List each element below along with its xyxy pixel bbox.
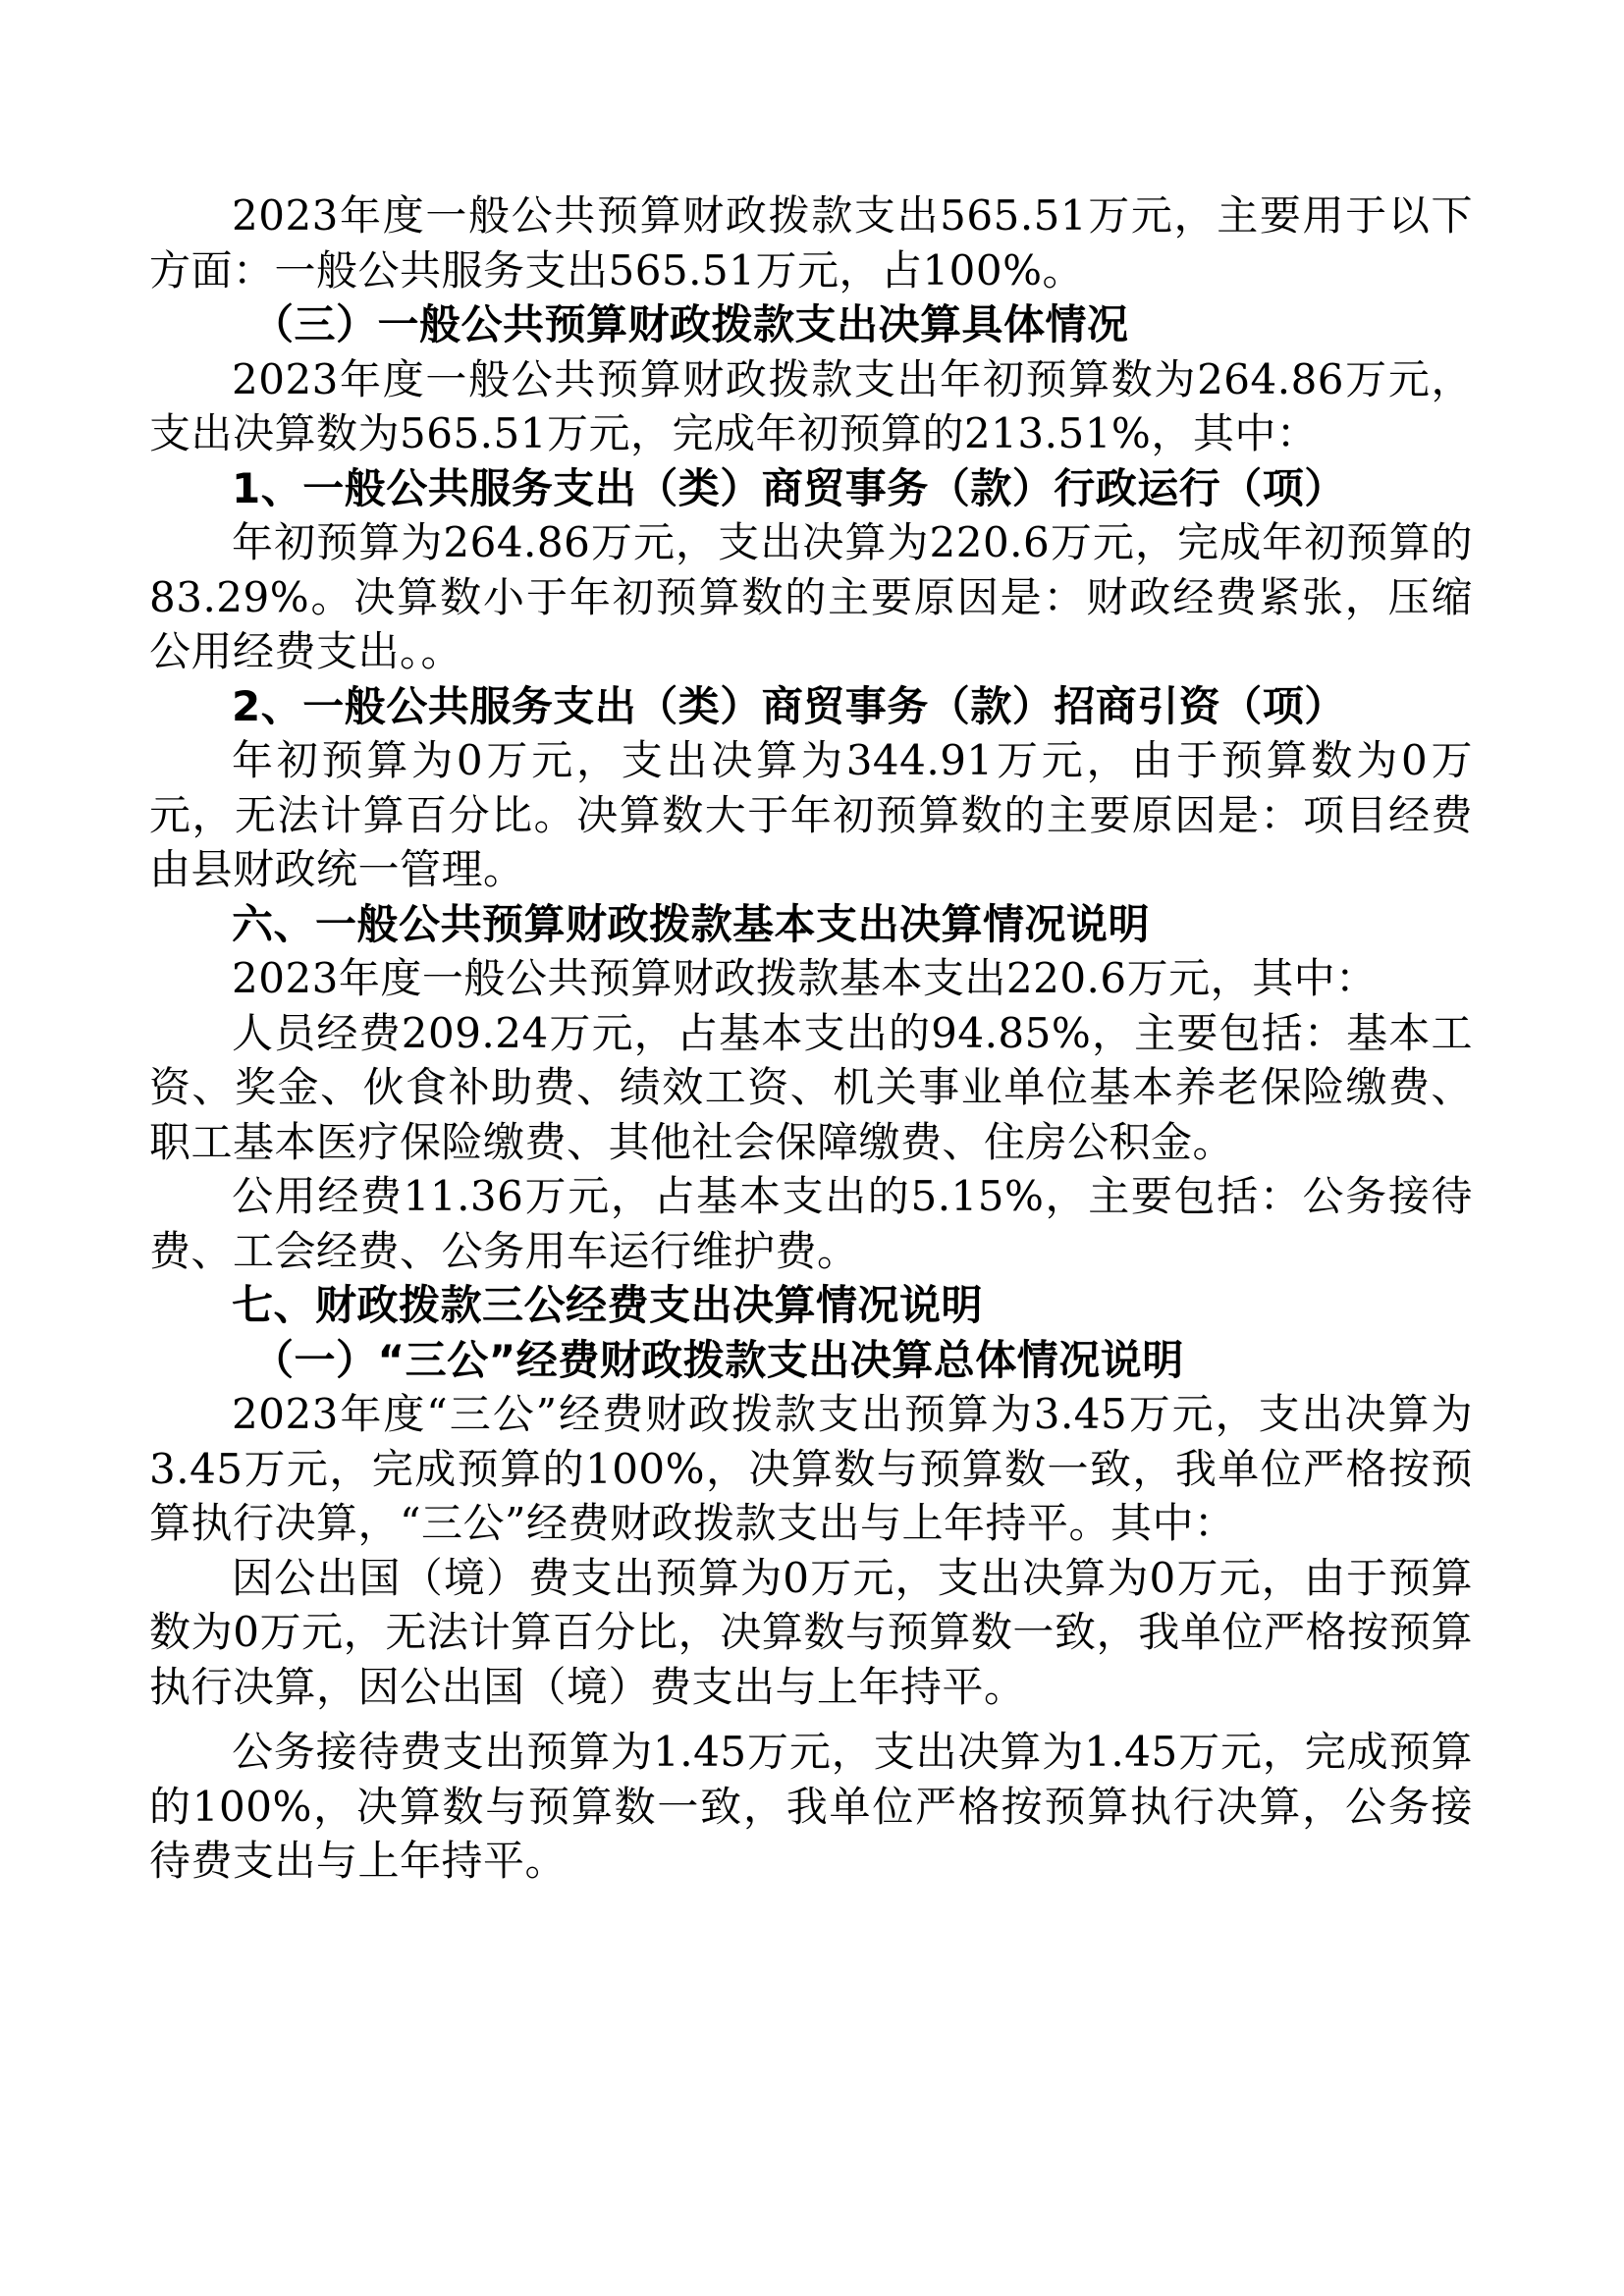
section-heading-basic-expenditure: 六、一般公共预算财政拨款基本支出决算情况说明 [232, 899, 1151, 948]
paragraph-investment-promotion: 年初预算为0万元，支出决算为344.91万元，由于预算数为0万元，无法计算百分比。决算数大于年初预算数的主要原因是：项目经费由县财政统一管理。 [149, 736, 1473, 893]
paragraph-three-public-overall: 2023年度“三公”经费财政拨款支出预算为3.45万元，支出决算为3.45万元，完成预算的100%，决算数与预算数一致，我单位严格按预算执行决算，“三公”经费财政拨款支出与上年持平。其中： [149, 1390, 1473, 1547]
document-body [149, 188, 1473, 1889]
paragraph-public-expenses: 公用经费11.36万元，占基本支出的5.15%，主要包括：公务接待费、工会经费、公务用车运行维护费。 [149, 1172, 1473, 1275]
section-heading-specific-situation: （三）一般公共预算财政拨款支出决算具体情况 [252, 300, 1129, 348]
paragraph-initial-budget-overview: 2023年度一般公共预算财政拨款支出年初预算数为264.86万元，支出决算数为565.51万元，完成年初预算的213.51%，其中： [149, 354, 1473, 457]
paragraph-general-budget-summary: 2023年度一般公共预算财政拨款支出565.51万元，主要用于以下方面：一般公共服务支出565.51万元，占100%。 [149, 191, 1473, 294]
subsection-heading-three-public-overall: （一）“三公”经费财政拨款支出决算总体情况说明 [252, 1335, 1184, 1384]
paragraph-official-reception: 公务接待费支出预算为1.45万元，支出决算为1.45万元，完成预算的100%，决算数与预算数一致，我单位严格按预算执行决算，公务接待费支出与上年持平。 [149, 1728, 1473, 1885]
section-heading-three-public-expenses: 七、财政拨款三公经费支出决算情况说明 [232, 1281, 984, 1329]
paragraph-administrative-operation: 年初预算为264.86万元，支出决算为220.6万元，完成年初预算的83.29%。决算数小于年初预算数的主要原因是：财政经费紧张，压缩公用经费支出。。 [149, 518, 1473, 675]
paragraph-personnel-expenses: 人员经费209.24万元，占基本支出的94.85%，主要包括：基本工资、奖金、伙食补助费、绩效工资、机关事业单位基本养老保险缴费、职工基本医疗保险缴费、其他社会保障缴费、住房公积金。 [149, 1008, 1473, 1166]
item-heading-administrative-operation: 1、一般公共服务支出（类）商贸事务（款）行政运行（项） [232, 463, 1346, 512]
paragraph-overseas-travel: 因公出国（境）费支出预算为0万元，支出决算为0万元，由于预算数为0万元，无法计算百分比，决算数与预算数一致，我单位严格按预算执行决算，因公出国（境）费支出与上年持平。 [149, 1553, 1473, 1711]
item-heading-investment-promotion: 2、一般公共服务支出（类）商贸事务（款）招商引资（项） [232, 681, 1346, 730]
paragraph-basic-expenditure-total: 2023年度一般公共预算财政拨款基本支出220.6万元，其中： [232, 954, 1378, 1002]
